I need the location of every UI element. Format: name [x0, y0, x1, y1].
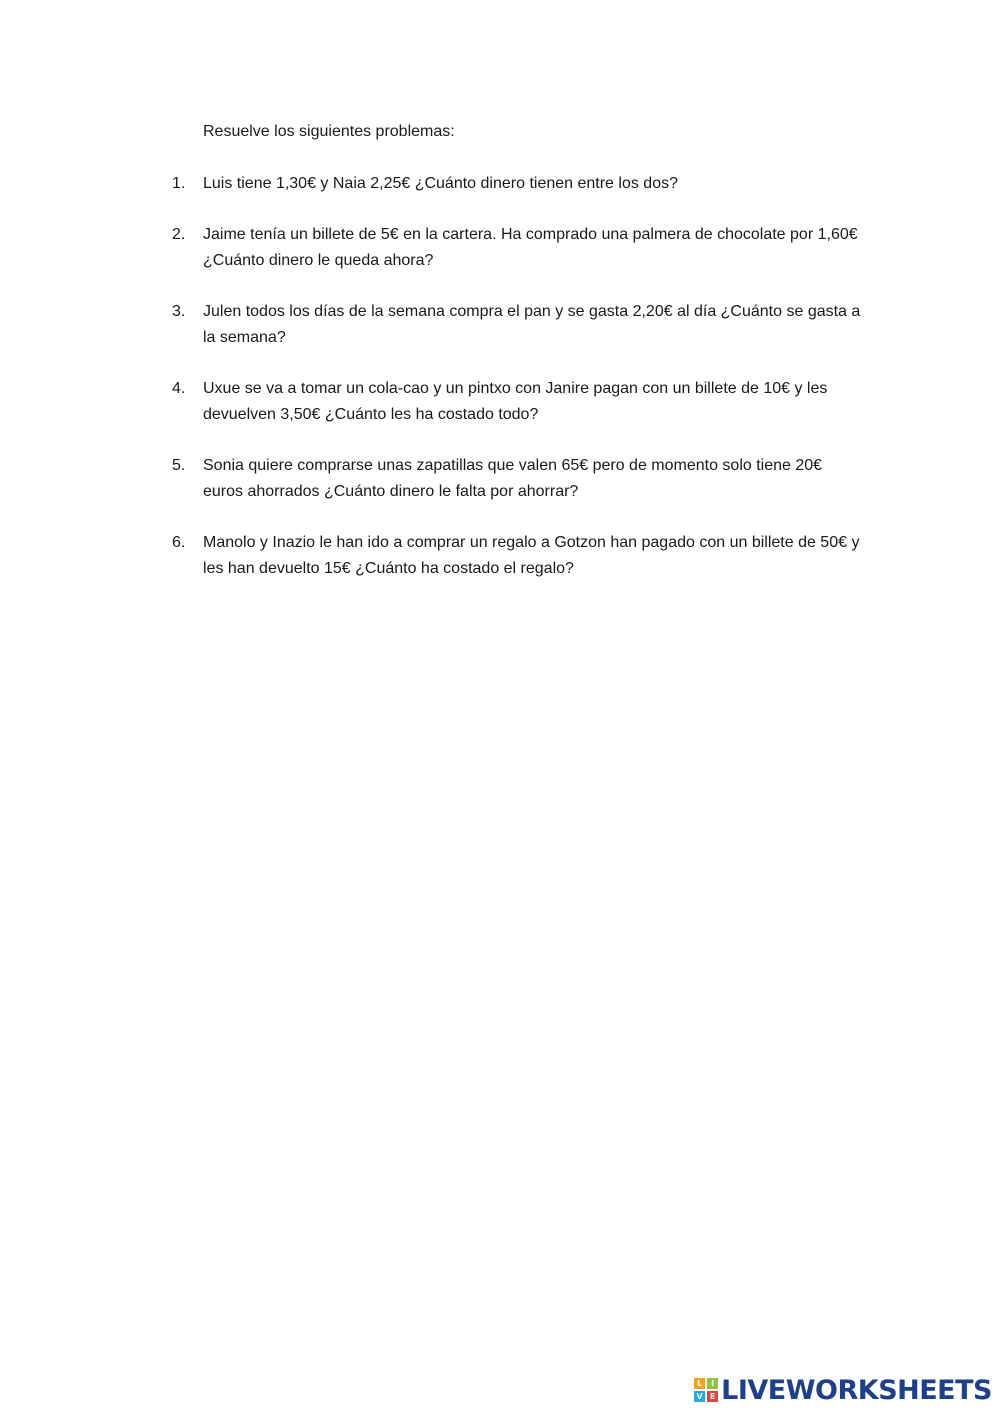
problem-text: Jaime tenía un billete de 5€ en la cartera. Ha comprado una palmera de chocolate por 1,60€ ¿Cuánto dinero le queda ahora? [203, 226, 858, 269]
liveworksheets-logo [694, 1375, 992, 1405]
problem-item [172, 171, 862, 197]
problem-number: 5. [172, 457, 186, 474]
problem-number: 3. [172, 303, 186, 320]
problem-item [172, 530, 862, 582]
problem-text: Manolo y Inazio le han ido a comprar un regalo a Gotzon han pagado con un billete de 50€ y les han devuelto 15€ ¿Cuánto ha costado el regalo? [203, 534, 860, 577]
problem-item [172, 299, 862, 351]
problem-text: Julen todos los días de la semana compra el pan y se gasta 2,20€ al día ¿Cuánto se gasta a la semana? [203, 303, 861, 346]
logo-mark-letter: V [694, 1391, 705, 1402]
logo-wordmark: LIVEWORKSHEETS [721, 1374, 992, 1406]
worksheet-instructions: Resuelve los siguientes problemas: [203, 123, 455, 140]
logo-mark-letter: I [707, 1378, 718, 1389]
problem-list [172, 171, 862, 607]
logo-mark-icon [694, 1378, 718, 1402]
problem-number: 6. [172, 534, 186, 551]
problem-item [172, 222, 862, 274]
problem-text: Sonia quiere comprarse unas zapatillas que valen 65€ pero de momento solo tiene 20€ euros ahorrados ¿Cuánto dinero le falta por ahorrar? [203, 457, 823, 500]
problem-number: 2. [172, 226, 186, 243]
problem-item [172, 376, 862, 428]
problem-number: 4. [172, 380, 186, 397]
problem-item [172, 453, 862, 505]
problem-text: Luis tiene 1,30€ y Naia 2,25€ ¿Cuánto dinero tienen entre los dos? [203, 175, 678, 192]
logo-mark-letter: L [694, 1378, 705, 1389]
problem-text: Uxue se va a tomar un cola-cao y un pintxo con Janire pagan con un billete de 10€ y les devuelven 3,50€ ¿Cuánto les ha costado todo? [203, 380, 828, 423]
problem-number: 1. [172, 175, 186, 192]
logo-mark-letter: E [707, 1391, 718, 1402]
